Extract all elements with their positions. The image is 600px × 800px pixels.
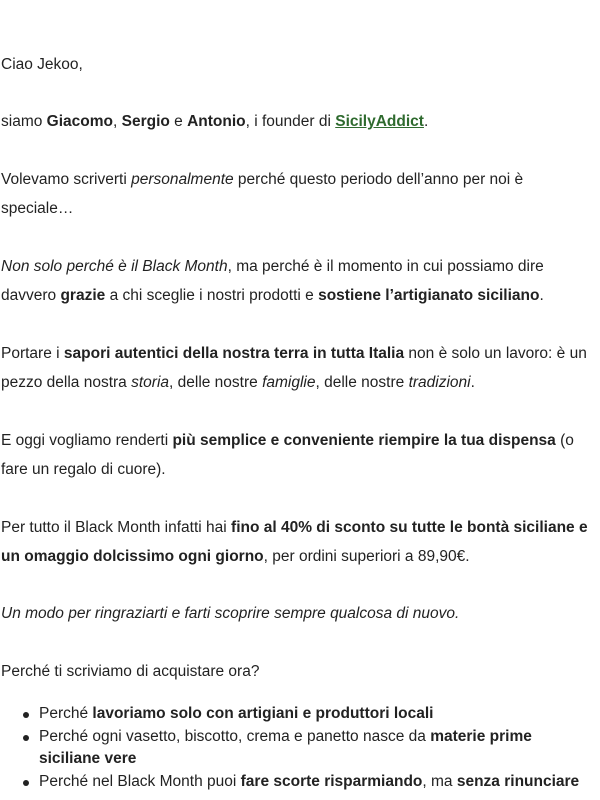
emphasis-text: Un modo per ringraziarti e farti scoprire sempre qualcosa di nuovo. [1,605,460,622]
paragraph-text: . [539,287,544,304]
sicilyaddict-link[interactable]: SicilyAddict [335,113,424,130]
founder-name-giacomo: Giacomo [46,113,113,130]
paragraph-text: a chi sceglie i nostri prodotti e [105,287,319,304]
emphasis-text: storia [131,374,170,391]
thanks-paragraph [1,599,597,628]
paragraph-text: . [470,374,475,391]
emphasis-text: personalmente [131,171,234,188]
paragraph-text: (o fare un regalo di cuore). [1,432,574,478]
paragraph-text: Portare i [1,345,64,362]
bold-text: fino al 40% di sconto su tutte le bontà siciliane e un omaggio dolcissimo ogni giorno [1,519,588,565]
list-item [39,703,597,725]
question-paragraph: Perché ti scriviamo di acquistare ora? [1,663,260,680]
paragraph-text: , ma perché è il momento in cui possiamo dire davvero [1,258,544,304]
list-item-text: Perché ogni vasetto, biscotto, crema e panetto nasce da [39,728,431,745]
paragraph-text: E oggi vogliamo renderti [1,432,173,449]
bold-text: fare scorte risparmiando [240,773,423,790]
pantry-paragraph [1,426,597,484]
list-item [39,726,597,770]
offer-paragraph [1,513,597,571]
founder-name-antonio: Antonio [187,113,246,130]
reasons-list [0,703,597,794]
bold-text: materie prime siciliane vere [39,728,532,767]
flavors-paragraph [1,339,597,397]
bold-text: grazie [60,287,106,304]
paragraph-text: Volevamo scriverti [1,171,132,188]
intro-separator: e [169,113,188,130]
list-item-text: Perché nel Black Month puoi [39,773,241,790]
paragraph-text: , per ordini superiori a 89,90€. [263,548,470,565]
greeting: Ciao Jekoo, [1,56,83,73]
emphasis-text: Non solo perché è il Black Month [1,258,228,275]
list-item-text: Perché [39,705,93,722]
bullet-icon [23,780,29,786]
paragraph-text: non è solo un lavoro: è un pezzo della nostra [1,345,587,391]
founder-name-sergio: Sergio [121,113,170,130]
paragraph-text: , delle nostre [169,374,263,391]
bold-text: sostiene l’artigianato siciliano [318,287,540,304]
intro-text: . [423,113,429,130]
list-item-text: , ma [422,773,457,790]
paragraph-text: perché questo periodo dell’anno per noi è speciale… [1,171,524,217]
intro-text: siamo [1,113,47,130]
list-item [39,771,597,793]
bold-text: sapori autentici della nostra terra in tutta Italia [63,345,405,362]
bullet-icon [23,712,29,718]
bold-text: senza rinunciare [456,773,580,790]
personal-paragraph [1,165,597,223]
bold-text: lavoriamo solo con artigiani e produttori locali [92,705,434,722]
emphasis-text: tradizioni [408,374,471,391]
emphasis-text: famiglie [262,374,316,391]
intro-paragraph [1,107,597,136]
intro-text: , i founder di [245,113,336,130]
black-month-paragraph [1,252,597,310]
paragraph-text: , delle nostre [315,374,409,391]
intro-separator: , [112,113,122,130]
paragraph-text: Per tutto il Black Month infatti hai [1,519,232,536]
bold-text: più semplice e conveniente riempire la tua dispensa [172,432,556,449]
bullet-icon [23,735,29,741]
